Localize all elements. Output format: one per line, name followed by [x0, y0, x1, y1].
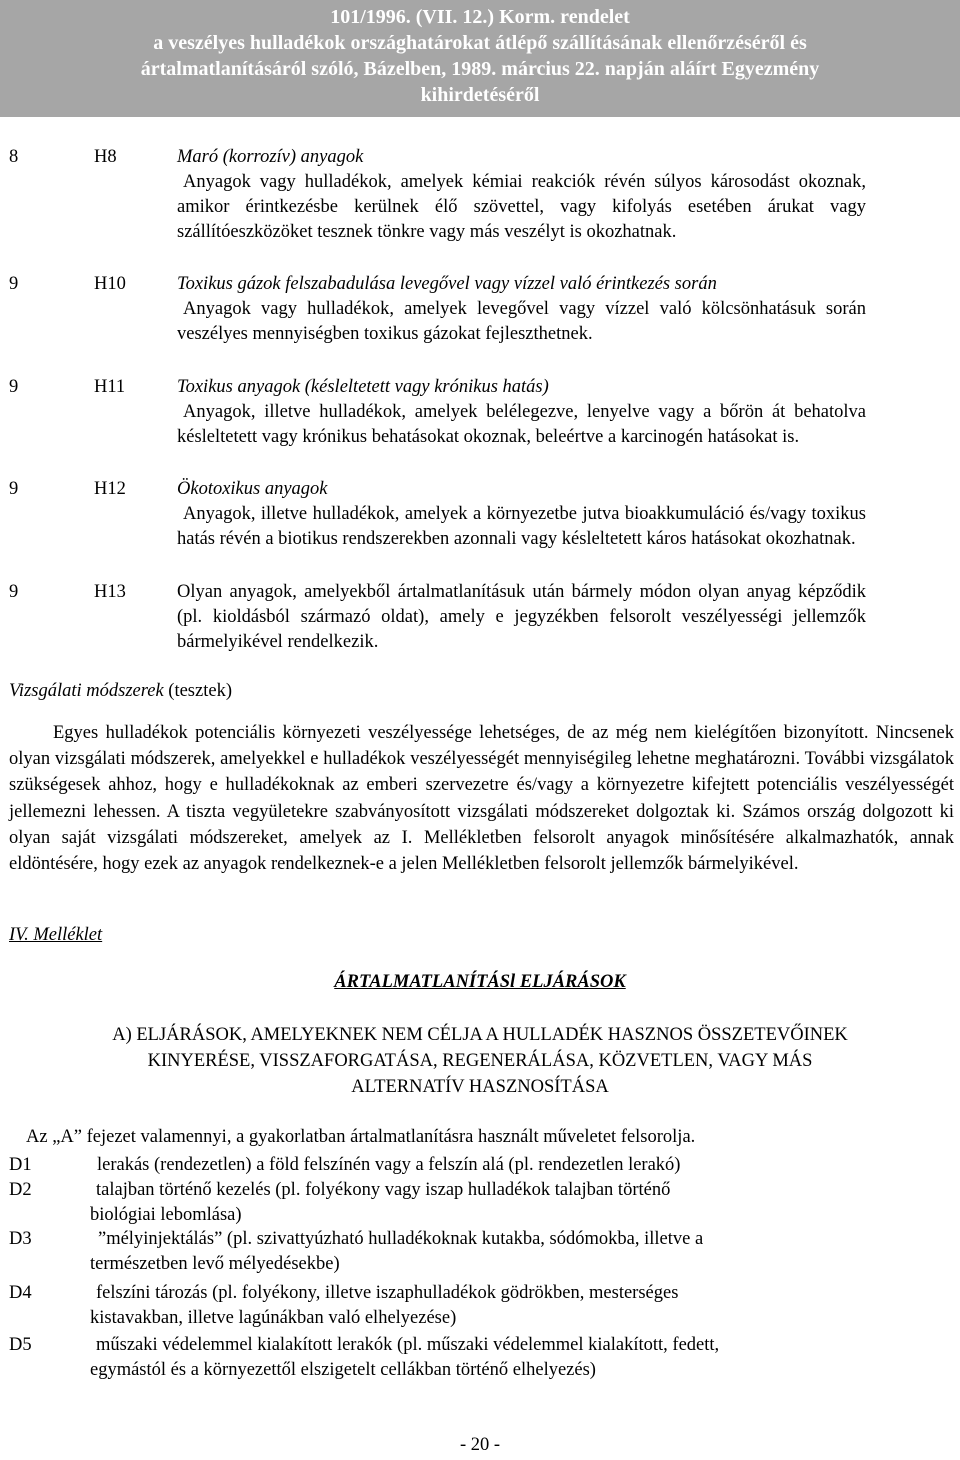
hazard-class-number: 8	[9, 147, 19, 167]
hazard-class-number: 9	[9, 582, 19, 602]
operation-code: D1	[9, 1155, 32, 1175]
tests-heading-rest: (tesztek)	[163, 681, 232, 701]
header-line: 101/1996. (VII. 12.) Korm. rendelet	[330, 6, 630, 28]
subtitle-line: KINYERÉSE, VISSZAFORGATÁSA, REGENERÁLÁSA, KÖZVETLEN, VAGY MÁS	[147, 1051, 813, 1071]
operation-line: egymástól és a környezettől elszigetelt cellákban történő elhelyezés)	[90, 1359, 596, 1380]
hazard-description: Anyagok vagy hulladékok, amelyek kémiai reakciók révén súlyos károsodást okoznak, amikor érintkezésbe kerülnek élő szövettel, vagy kifolyás esetében árukat vagy szállítóeszközöket tesznek tönkre vagy más veszélyt is okozhatnak.	[177, 172, 866, 242]
hazard-description: Anyagok, illetve hulladékok, amelyek belélegezve, lenyelve vagy a bőrön át behatolva késleltetett vagy krónikus behatásokat okoznak, beleértve a karcinogén hatásokat is.	[177, 402, 866, 447]
operation-line: természetben levő mélyedésekbe)	[90, 1253, 340, 1274]
operation-line: ”mélyinjektálás” (pl. szivattyúzható hulladékoknak kutakba, sódómokba, illetve a	[98, 1229, 704, 1249]
operation-line: talajban történő kezelés (pl. folyékony vagy iszap hulladékok talajban történő	[96, 1180, 671, 1200]
operation-line: biológiai lebomlása)	[90, 1204, 242, 1225]
hazard-description: Anyagok vagy hulladékok, amelyek levegővel vagy vízzel való kölcsönhatásuk során veszélyes mennyiségben toxikus gázokat fejleszthetnek.	[177, 299, 866, 344]
hazard-code: H13	[94, 582, 126, 602]
operation-code: D2	[9, 1180, 32, 1200]
hazard-class-number: 9	[9, 377, 19, 397]
hazard-class-number: 9	[9, 274, 19, 294]
operation-line: lerakás (rendezetlen) a föld felszínén vagy a felszín alá (pl. rendezetlen lerakó)	[97, 1155, 681, 1175]
operation-text	[90, 1227, 850, 1276]
tests-heading-italic: Vizsgálati módszerek	[9, 681, 164, 701]
operation-code: D5	[9, 1335, 32, 1355]
hazard-title: Maró (korrozív) anyagok	[177, 147, 364, 167]
operation-text	[90, 1333, 870, 1382]
tests-paragraph: Egyes hulladékok potenciális környezeti veszélyessége lehetséges, de az még nem kielégítően bizonyított. Nincsenek olyan vizsgálati módszerek, amelyekkel e hulladékok veszélyességét mennyiségileg lehetne meghatározni. További vizsgálatok szükségesek ahhoz, hogy e hulladékoknak az emberi szervezetre és/vagy a környezetre kifejtett potenciális veszélyességét jellemezni lehessen. A tiszta vegyületekre szabványosított vizsgálati módszereket dolgoztak ki. Számos ország dolgozott ki olyan saját vizsgálati módszereket, amelyek az I. Mellékletben felsorolt anyagok minősítésére alkalmazhatók, annak eldöntésére, hogy ezek az anyagok rendelkeznek-e a jelen Mellékletben felsorolt jellemzők bármelyikével.	[9, 723, 954, 875]
subtitle-line: ALTERNATÍV HASZNOSÍTÁSA	[351, 1077, 609, 1097]
operation-line: kistavakban, illetve lagúnákban való elhelyezése)	[90, 1307, 457, 1328]
hazard-code: H12	[94, 479, 126, 499]
operation-text	[90, 1178, 850, 1227]
hazard-code: H8	[94, 147, 117, 167]
document-header	[0, 0, 960, 117]
annex-label: IV. Melléklet	[9, 925, 103, 945]
operation-line: műszaki védelemmel kialakított lerakók (pl. műszaki védelemmel kialakított, fedett,	[96, 1335, 720, 1355]
hazard-code: H10	[94, 274, 126, 294]
annex-subtitle	[20, 1022, 940, 1100]
hazard-title: Toxikus gázok felszabadulása levegővel vagy vízzel való érintkezés során	[177, 274, 717, 294]
header-line: ártalmatlanításáról szóló, Bázelben, 1989. március 22. napján aláírt Egyezmény	[140, 58, 820, 80]
header-line: kihirdetéséről	[420, 84, 540, 106]
operations-intro: Az „A” fejezet valamennyi, a gyakorlatban ártalmatlanításra használt műveletet felsorolja.	[26, 1127, 696, 1147]
operation-text	[90, 1281, 850, 1330]
hazard-title: Ökotoxikus anyagok	[177, 479, 328, 499]
annex-title: ÁRTALMATLANÍTÁSl ELJÁRÁSOK	[334, 972, 626, 992]
tests-heading	[9, 681, 232, 702]
header-line: a veszélyes hulladékok országhatárokat átlépő szállításának ellenőrzéséről és	[153, 32, 807, 54]
hazard-class-number: 9	[9, 479, 19, 499]
hazard-code: H11	[94, 377, 126, 397]
operation-code: D4	[9, 1283, 32, 1303]
hazard-description: Anyagok, illetve hulladékok, amelyek a környezetbe jutva bioakkumuláció és/vagy toxikus hatás révén a biotikus rendszerekben azonnali vagy késleltetett káros hatásokat okozhatnak.	[177, 504, 866, 549]
subtitle-line: A) ELJÁRÁSOK, AMELYEKNEK NEM CÉLJA A HULLADÉK HASZNOS ÖSSZETEVŐINEK	[112, 1025, 848, 1045]
page-number: - 20 -	[459, 1435, 501, 1455]
operation-text	[97, 1153, 857, 1178]
operation-line: felszíni tározás (pl. folyékony, illetve iszaphulladékok gödrökben, mesterséges	[96, 1283, 679, 1303]
operation-code: D3	[9, 1229, 32, 1249]
hazard-title: Toxikus anyagok (késleltetett vagy krónikus hatás)	[177, 377, 549, 397]
hazard-description: Olyan anyagok, amelyekből ártalmatlanításuk után bármely módon olyan anyag képződik (pl. kioldásból származó oldat), amely e jegyzékben felsorolt veszélyességi jellemzők bármelyikével rendelkezik.	[177, 582, 866, 652]
